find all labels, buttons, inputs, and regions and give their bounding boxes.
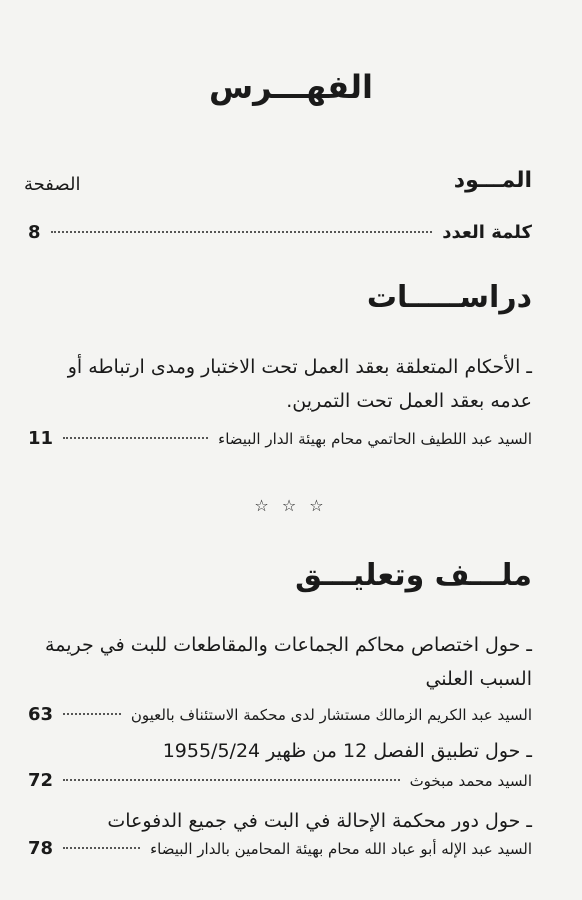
entry-page-number: 78 [28,838,54,859]
page-title: الفهـــرس [208,68,373,106]
dot-leader [63,437,208,439]
section-divider-stars: ☆ ☆ ☆ [254,496,328,515]
toc-entry-title: ـ الأحكام المتعلقة بعقد العمل تحت الاختبار ومدى ارتباطه أو عدمه بعقد العمل تحت التمرين. [67,356,532,412]
dot-leader [63,847,140,849]
entry-author: السيد عبد الإله أبو عباد الله محام بهيئة المحامين بالدار البيضاء [150,840,532,858]
toc-entry-title: ـ حول دور محكمة الإحالة في البت في جميع الدفوعات [107,810,532,832]
toc-entry-author-row [28,770,532,800]
toc-entry-title: ـ حول تطبيق الفصل 12 من ظهير 1955/5/24 [162,740,532,762]
section-heading-file-commentary: ملـــف وتعليـــق [295,558,532,593]
entry-page-number: 63 [28,704,54,725]
toc-entry-author-row [28,428,532,458]
toc-entry-author-row [28,838,532,868]
entry-author: السيد عبد اللطيف الحاتمي محام بهيئة الدار البيضاء [218,430,532,448]
dot-leader [63,713,121,715]
dot-leader [51,231,433,233]
page-column-header: الصفحة [24,174,81,195]
toc-entry-title: ـ حول اختصاص محاكم الجماعات والمقاطعات للبت في جريمة السبب العلني [45,634,532,690]
section-heading-studies: دراســـــات [366,280,532,315]
subject-column-header: المـــود [453,168,532,193]
entry-page-number: 11 [28,428,54,449]
entry-page-number: 72 [28,770,54,791]
entry-author: السيد عبد الكريم الزمالك مستشار لدى محكمة الاستئناف بالعيون [130,706,532,724]
toc-entry-intro [28,222,532,252]
entry-page-number: 8 [28,222,41,243]
dot-leader [63,779,400,781]
entry-author: السيد محمد مبخوث [409,772,532,790]
entry-label: كلمة العدد [442,222,532,243]
toc-entry-author-row [28,704,532,734]
